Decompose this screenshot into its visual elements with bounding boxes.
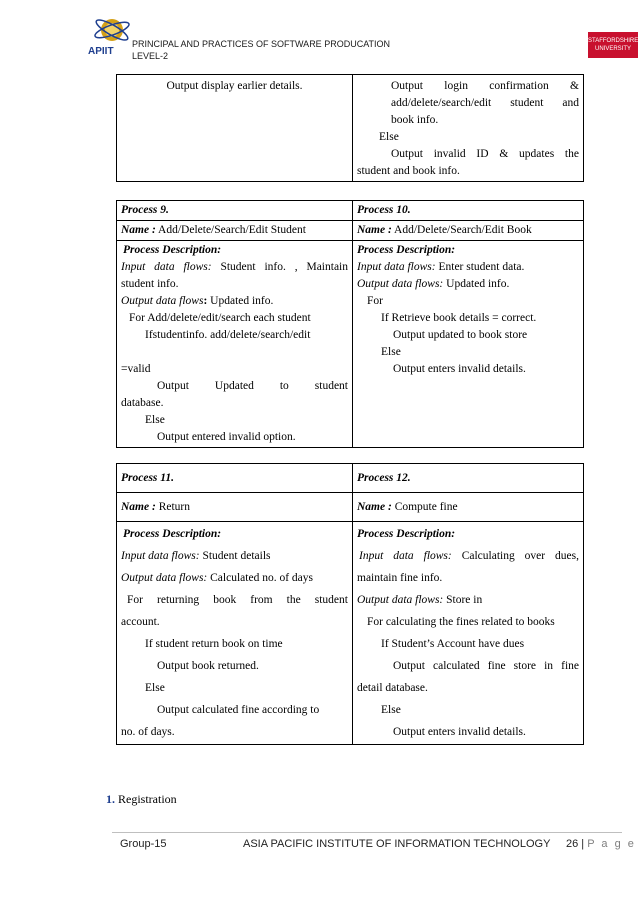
table-cell-left bbox=[117, 75, 353, 182]
page-separator: | bbox=[578, 838, 588, 850]
name-label: Name : bbox=[121, 224, 156, 236]
name-value: Add/Delete/Search/Edit Book bbox=[391, 224, 532, 236]
input-flows-label: Input data flows: bbox=[357, 261, 436, 273]
output-flows-value: Store in bbox=[443, 594, 483, 606]
apiit-logo-text: APIIT bbox=[88, 46, 114, 57]
description-label: Process Description: bbox=[357, 244, 456, 256]
cell-line: add/delete/search/edit student and bbox=[391, 97, 579, 109]
description-line: For Add/delete/edit/search each student bbox=[129, 312, 311, 324]
name-label: Name : bbox=[357, 224, 392, 236]
process-10-name bbox=[353, 221, 584, 241]
description-line: If Retrieve book details = correct. bbox=[381, 312, 537, 324]
footer-institute: ASIA PACIFIC INSTITUTE OF INFORMATION TECHNOLOGY bbox=[243, 838, 551, 850]
description-label: Process Description: bbox=[123, 528, 222, 540]
table-row bbox=[117, 221, 584, 241]
cell-line: book info. bbox=[391, 114, 439, 126]
section-number: 1. bbox=[106, 792, 115, 806]
description-line: Output calculated fine according to bbox=[157, 704, 320, 716]
document-header bbox=[132, 38, 390, 62]
cell-line: Output invalid ID & updates the bbox=[391, 148, 579, 160]
description-line: For returning book from the student bbox=[127, 594, 348, 606]
process-11-12-table bbox=[116, 463, 584, 745]
description-line: =valid bbox=[121, 363, 151, 375]
table-row bbox=[117, 241, 584, 448]
process-10-description bbox=[353, 241, 584, 448]
process-9-10-table bbox=[116, 200, 584, 448]
name-value: Add/Delete/Search/Edit Student bbox=[155, 224, 306, 236]
description-line: database. bbox=[121, 397, 164, 409]
table-row bbox=[117, 464, 584, 493]
name-value: Return bbox=[155, 501, 190, 513]
description-line: Else bbox=[145, 414, 165, 426]
process-12-description bbox=[353, 522, 584, 745]
output-flows-value: Updated info. bbox=[443, 278, 510, 290]
course-level: LEVEL-2 bbox=[132, 51, 169, 61]
description-line: account. bbox=[121, 616, 160, 628]
description-line: Output enters invalid details. bbox=[393, 726, 526, 738]
description-line: Else bbox=[381, 346, 401, 358]
input-flows-value: Student info. , Maintain bbox=[211, 261, 348, 273]
description-line: Output Updated to student bbox=[157, 380, 348, 392]
input-flows-value: Calculating over dues, bbox=[451, 550, 580, 562]
page-word: P a g e bbox=[587, 838, 636, 850]
process-11-header: Process 11. bbox=[117, 464, 353, 493]
description-line: Else bbox=[381, 704, 401, 716]
process-9-header: Process 9. bbox=[117, 201, 353, 221]
page-number: 26 bbox=[566, 838, 579, 850]
description-line: If student return book on time bbox=[145, 638, 283, 650]
input-flows-label: Input data flows: bbox=[121, 261, 212, 273]
process-11-name bbox=[117, 493, 353, 522]
description-line: Output updated to book store bbox=[393, 329, 528, 341]
output-flows-value: Calculated no. of days bbox=[207, 572, 313, 584]
description-label: Process Description: bbox=[357, 528, 456, 540]
staffordshire-logo bbox=[588, 32, 638, 58]
footer-page-number bbox=[566, 838, 636, 850]
cell-line: Output login confirmation & bbox=[391, 80, 579, 92]
process-10-header: Process 10. bbox=[353, 201, 584, 221]
output-flows-label: Output data flows: bbox=[121, 572, 208, 584]
output-flows-label: Output data flows: bbox=[357, 278, 444, 290]
process-11-description bbox=[117, 522, 353, 745]
description-line: Else bbox=[145, 682, 165, 694]
process-12-header: Process 12. bbox=[353, 464, 584, 493]
table-row bbox=[117, 201, 584, 221]
cell-text: Output display earlier details. bbox=[166, 80, 303, 92]
input-flows-value: Student details bbox=[199, 550, 271, 562]
course-title: PRINCIPAL AND PRACTICES OF SOFTWARE PRODUCATION bbox=[132, 39, 391, 49]
staffordshire-logo-text: STAFFORDSHIRE UNIVERSITY bbox=[588, 32, 638, 58]
name-value: Compute fine bbox=[391, 501, 458, 513]
description-line: For bbox=[367, 295, 383, 307]
description-line: Output entered invalid option. bbox=[157, 431, 296, 443]
description-line: Output enters invalid details. bbox=[393, 363, 526, 375]
description-line: student info. bbox=[121, 278, 179, 290]
cell-line: Else bbox=[379, 131, 399, 143]
output-flows-label: Output data flows bbox=[121, 295, 204, 307]
process-9-description: Process Description: Input data flows: Student info. , Maintain student info. Output data flows: Updated info. For Add/delete/edit/search each student Ifstudentinfo. add/delete/search/edit =valid Output Updated to student database. Else Output entered invalid option. bbox=[117, 241, 353, 448]
input-flows-label: Input data flows: bbox=[359, 550, 452, 562]
section-heading-registration bbox=[106, 792, 177, 807]
input-flows-label: Input data flows: bbox=[121, 550, 200, 562]
name-label: Name : bbox=[357, 501, 392, 513]
process-12-name bbox=[353, 493, 584, 522]
table-row bbox=[117, 75, 584, 182]
process-9-name bbox=[117, 221, 353, 241]
description-line: detail database. bbox=[357, 682, 428, 694]
cell-line: student and book info. bbox=[357, 165, 460, 177]
description-line: Output calculated fine store in fine bbox=[393, 660, 579, 672]
section-title: Registration bbox=[115, 792, 177, 806]
footer-divider bbox=[112, 832, 622, 833]
description-line: no. of days. bbox=[121, 726, 175, 738]
table-row bbox=[117, 522, 584, 745]
name-label: Name : bbox=[121, 501, 156, 513]
description-line: Ifstudentinfo. add/delete/search/edit bbox=[145, 329, 311, 341]
description-line: For calculating the fines related to books bbox=[367, 616, 555, 628]
description-line: maintain fine info. bbox=[357, 572, 443, 584]
footer-group: Group-15 bbox=[120, 838, 167, 850]
table-cell-right bbox=[353, 75, 584, 182]
input-flows-value: Enter student data. bbox=[435, 261, 525, 273]
description-line: Output book returned. bbox=[157, 660, 259, 672]
output-flows-label: Output data flows: bbox=[357, 594, 444, 606]
continuation-table bbox=[116, 74, 584, 182]
description-label: Process Description: bbox=[123, 244, 222, 256]
table-row bbox=[117, 493, 584, 522]
description-line: If Student’s Account have dues bbox=[381, 638, 525, 650]
